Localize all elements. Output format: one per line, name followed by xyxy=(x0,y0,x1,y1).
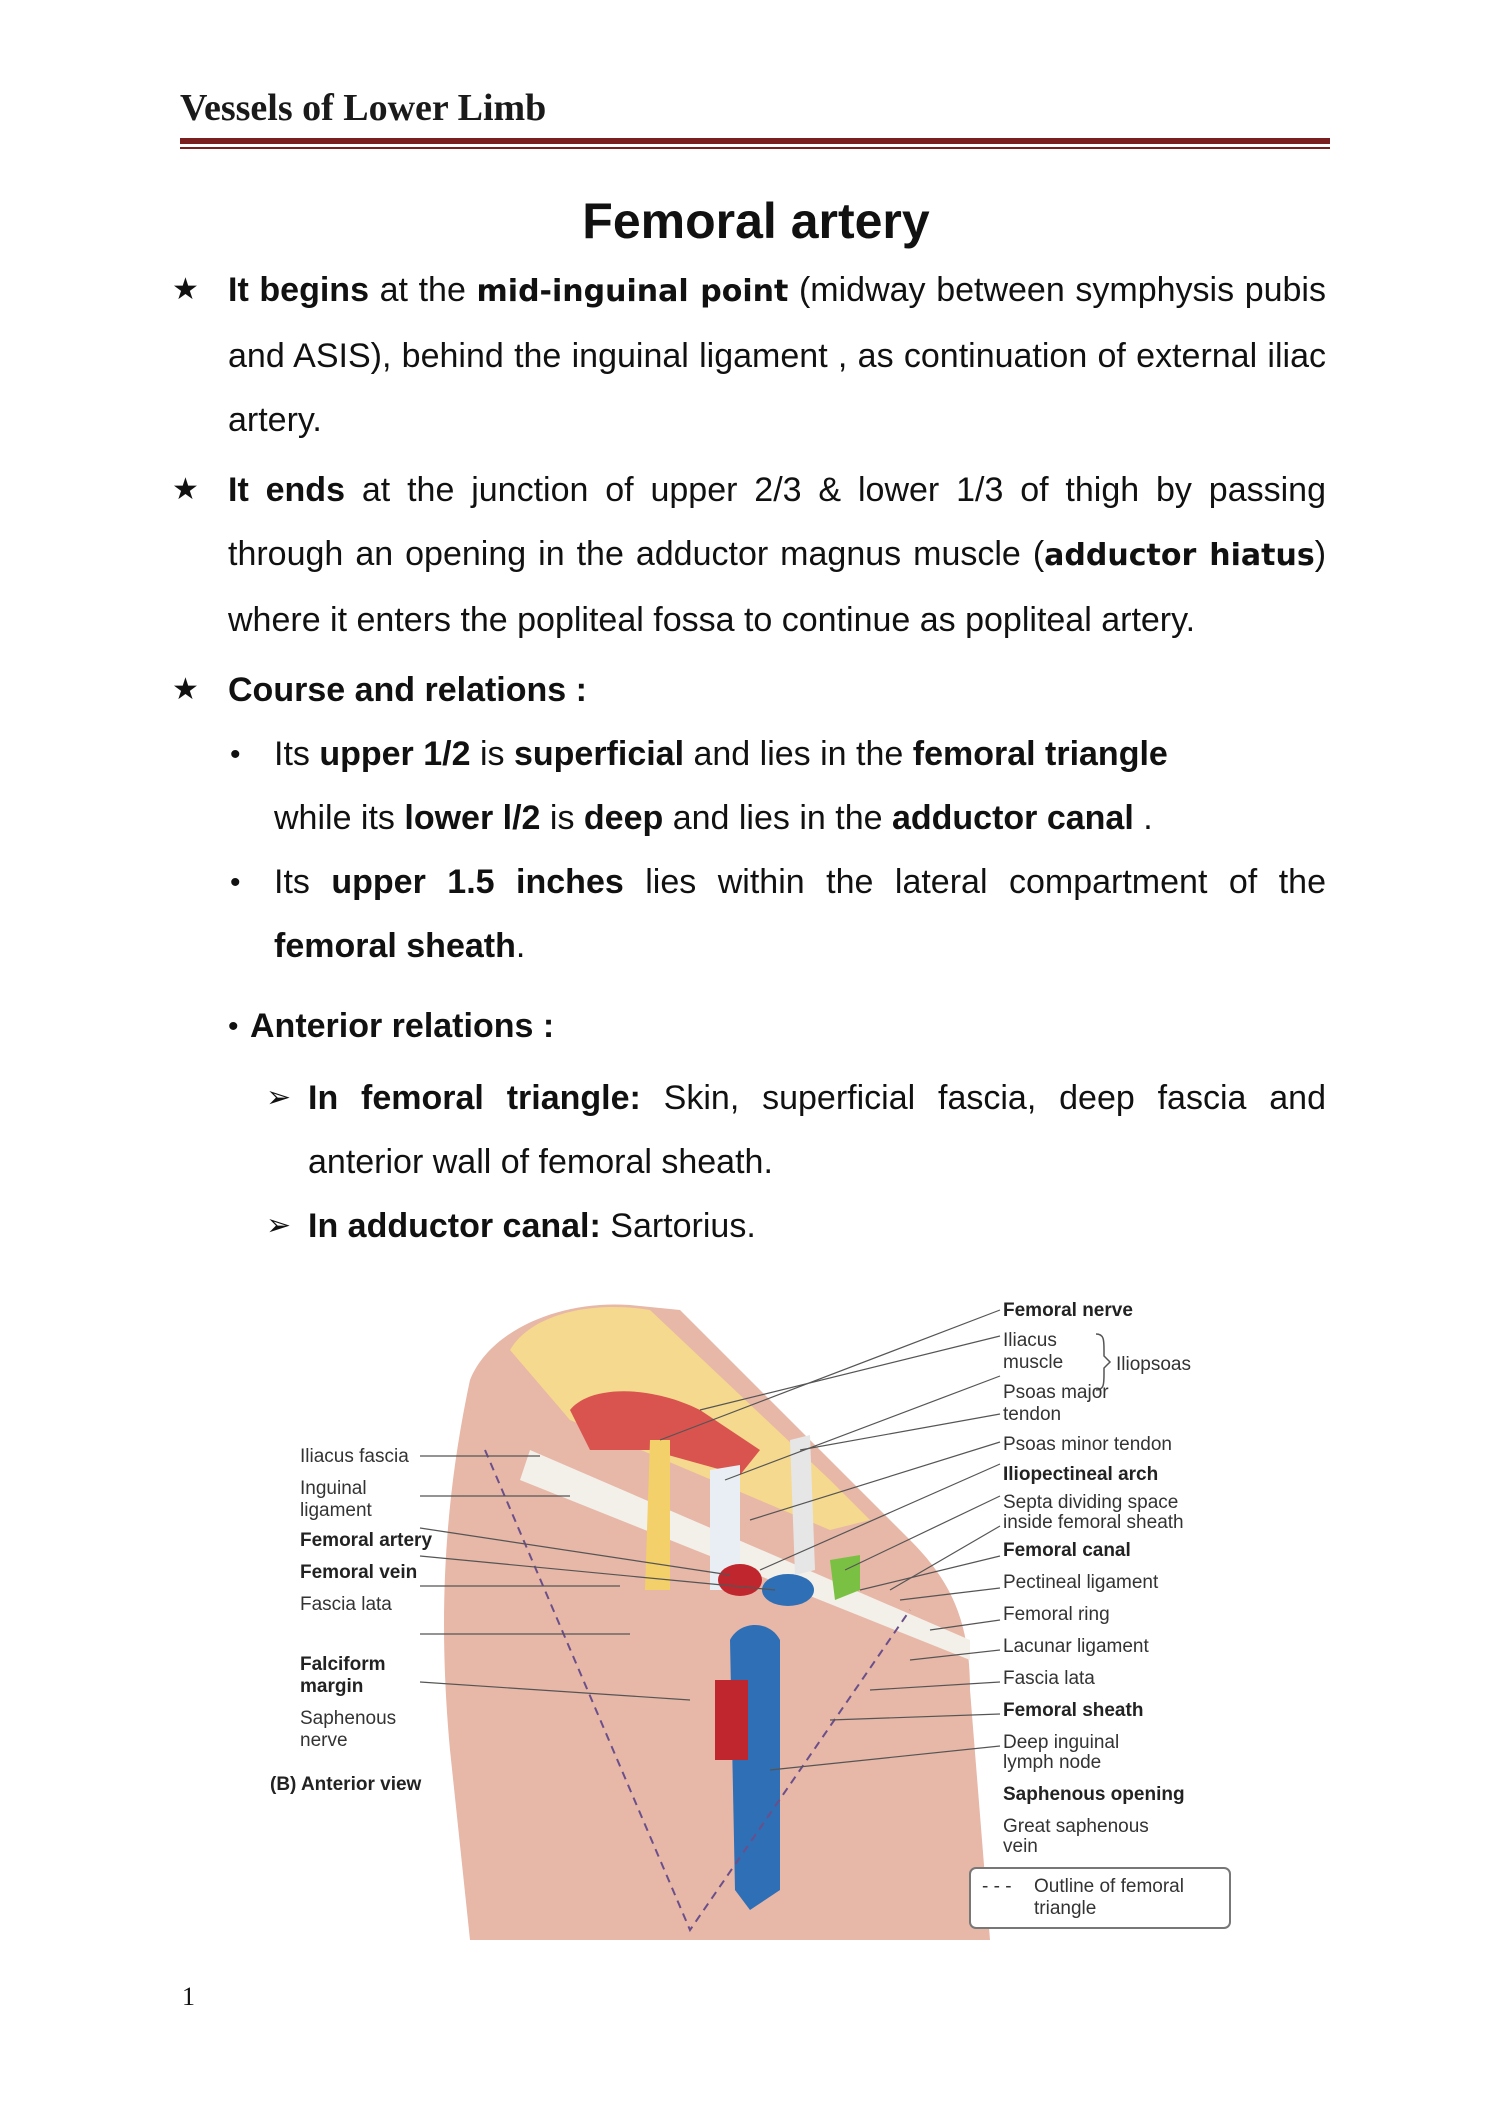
label-great-saphenous: Great saphenous xyxy=(1003,1816,1149,1837)
text: lies within the lateral compartment of the xyxy=(623,863,1326,901)
label-inside-sheath: inside femoral sheath xyxy=(1003,1512,1184,1533)
header-rule-thin xyxy=(180,147,1330,149)
dot-bullet-icon: • xyxy=(228,1010,239,1043)
sub-anterior-relations: Anterior relations : xyxy=(250,1007,555,1045)
arrow-adductor-canal xyxy=(308,1194,756,1258)
label-iliopsoas: Iliopsoas xyxy=(1116,1354,1191,1375)
label-iliacus: Iliacus xyxy=(1003,1330,1057,1351)
artery-segment-shape xyxy=(715,1680,748,1760)
text: . xyxy=(515,927,526,965)
bold-term: adductor hiatus xyxy=(1044,538,1315,573)
label-femoral-sheath: Femoral sheath xyxy=(1003,1700,1144,1721)
label-lymph-node: lymph node xyxy=(1003,1752,1102,1773)
text: Skin, superficial fascia, deep fascia and anterior wall of femoral sheath. xyxy=(308,1079,1326,1181)
text: at the junction of upper 2/3 & lower 1/3 of thigh by passing through an opening in the adductor magnus muscle ( xyxy=(228,471,1326,573)
label-nerve: nerve xyxy=(300,1730,348,1751)
bold-text: deep xyxy=(583,799,664,837)
text: Its xyxy=(274,863,332,901)
label-saphenous: Saphenous xyxy=(300,1708,397,1729)
label-lacunar-ligament: Lacunar ligament xyxy=(1003,1636,1149,1657)
femoral-triangle-diagram xyxy=(270,1290,1260,1950)
arrow-bullet-icon: ➢ xyxy=(266,1081,292,1114)
bold-text: In adductor canal: xyxy=(308,1207,601,1245)
bold-text: It begins xyxy=(228,271,369,309)
arrow-femoral-triangle xyxy=(308,1066,1326,1194)
text: while its xyxy=(274,799,405,837)
sub-upper-inches xyxy=(274,850,1326,978)
legend-dash: - - - xyxy=(982,1876,1012,1897)
label-femoral-nerve: Femoral nerve xyxy=(1003,1300,1133,1321)
text: Its xyxy=(274,735,320,773)
label-saphenous-opening: Saphenous opening xyxy=(1003,1784,1185,1805)
label-muscle: muscle xyxy=(1003,1352,1064,1373)
text: . xyxy=(1133,799,1153,837)
figure-caption: (B) Anterior view xyxy=(270,1774,422,1795)
legend-text-line2: triangle xyxy=(1034,1898,1097,1919)
paragraph-begins xyxy=(228,258,1326,452)
bold-text: femoral sheath xyxy=(274,927,516,965)
text: at the xyxy=(368,271,477,309)
label-iliopectineal-arch: Iliopectineal arch xyxy=(1003,1464,1159,1485)
page-number: 1 xyxy=(182,1982,195,2011)
bold-text: In femoral triangle: xyxy=(308,1079,641,1117)
great-saphenous-vein-shape xyxy=(730,1625,780,1910)
label-deep-inguinal: Deep inguinal xyxy=(1003,1732,1120,1753)
dot-bullet-icon: • xyxy=(230,866,241,899)
legend-text-line1: Outline of femoral xyxy=(1034,1876,1184,1897)
bold-text: upper 1.5 inches xyxy=(331,863,624,901)
label-psoas-major: Psoas major xyxy=(1003,1382,1109,1403)
text: is xyxy=(540,799,584,837)
text: and lies in the xyxy=(663,799,892,837)
bold-text: It ends xyxy=(228,471,345,509)
text: is xyxy=(470,735,514,773)
running-header: Vessels of Lower Limb xyxy=(180,87,547,129)
dot-bullet-icon: • xyxy=(230,738,241,771)
sub-upper-half-line1 xyxy=(274,722,1168,786)
text: (midway between symphysis pubis and ASIS), behind the inguinal ligament , as continuation of external iliac artery. xyxy=(228,271,1326,439)
bold-text: superficial xyxy=(513,735,685,773)
star-bullet-icon: ★ xyxy=(172,473,199,506)
paragraph-ends xyxy=(228,458,1326,652)
label-femoral-ring: Femoral ring xyxy=(1003,1604,1110,1625)
text: Sartorius. xyxy=(600,1207,756,1245)
label-septa: Septa dividing space xyxy=(1003,1492,1179,1513)
bold-text: upper 1/2 xyxy=(319,735,471,773)
label-psoas-minor: Psoas minor tendon xyxy=(1003,1434,1172,1455)
bold-text: femoral triangle xyxy=(912,735,1168,773)
bold-term: mid-inguinal point xyxy=(476,274,789,309)
femoral-artery-shape xyxy=(718,1564,762,1596)
label-fascia-lata-right: Fascia lata xyxy=(1003,1668,1095,1689)
label-vein: vein xyxy=(1003,1836,1038,1857)
text: ) where it enters the popliteal fossa to continue as popliteal artery. xyxy=(228,535,1327,639)
label-femoral-vein: Femoral vein xyxy=(300,1562,418,1583)
label-fascia-lata-left: Fascia lata xyxy=(300,1594,392,1615)
label-iliacus-fascia: Iliacus fascia xyxy=(300,1446,409,1467)
label-inguinal: Inguinal xyxy=(300,1478,367,1499)
label-tendon: tendon xyxy=(1003,1404,1062,1425)
label-femoral-canal: Femoral canal xyxy=(1003,1540,1131,1561)
section-course-relations: Course and relations : xyxy=(228,671,587,709)
star-bullet-icon: ★ xyxy=(172,273,199,306)
sub-upper-half-line2 xyxy=(274,786,1153,850)
header-rule-thick xyxy=(180,138,1330,144)
text: and lies in the xyxy=(684,735,913,773)
arrow-bullet-icon: ➢ xyxy=(266,1209,292,1242)
star-bullet-icon: ★ xyxy=(172,673,199,706)
label-margin: margin xyxy=(300,1676,364,1697)
label-femoral-artery: Femoral artery xyxy=(300,1530,433,1551)
bold-text: adductor canal xyxy=(891,799,1134,837)
label-falciform: Falciform xyxy=(300,1654,386,1675)
page-title: Femoral artery xyxy=(582,193,930,249)
label-ligament: ligament xyxy=(300,1500,372,1521)
label-pectineal-ligament: Pectineal ligament xyxy=(1003,1572,1159,1593)
bold-text: lower l/2 xyxy=(404,799,541,837)
